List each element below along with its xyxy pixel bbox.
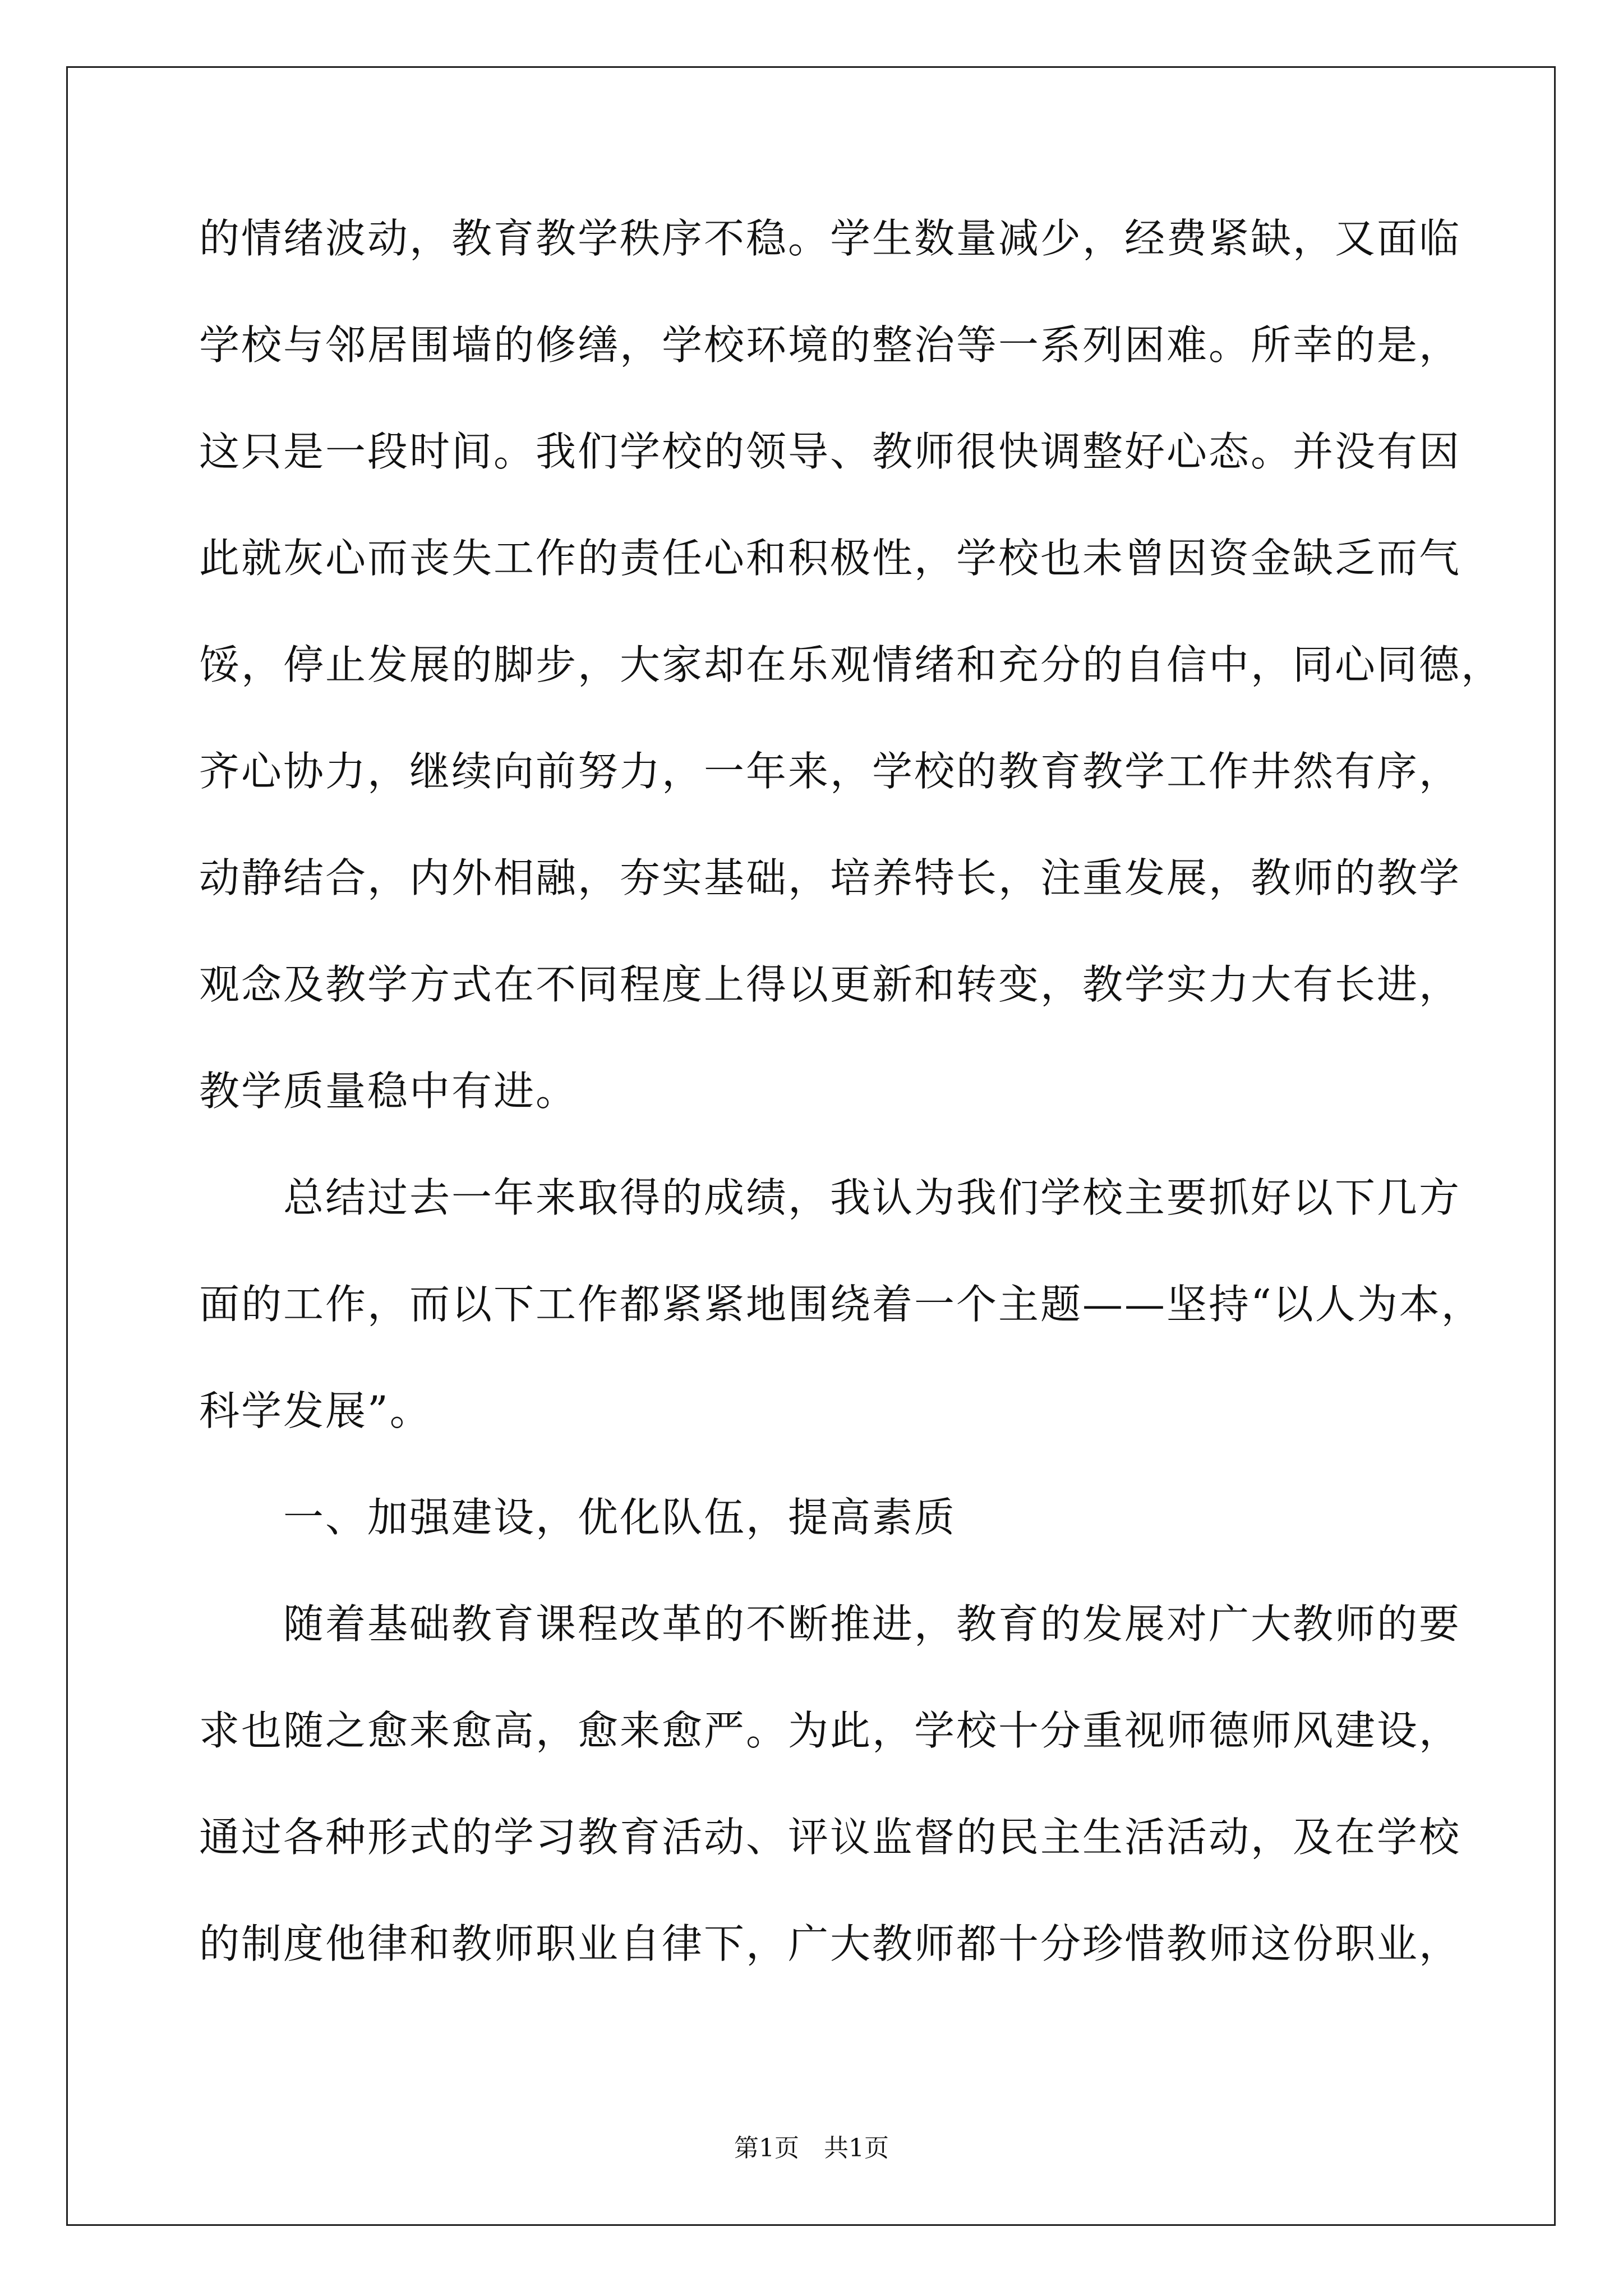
text-line: 求也随之愈来愈高，愈来愈严。为此，学校十分重视师德师风建设， bbox=[199, 1707, 1461, 1754]
text-line: 观念及教学方式在不同程度上得以更新和转变，教学实力大有长进， bbox=[199, 961, 1461, 1008]
page-border bbox=[66, 66, 1556, 2226]
text-line: 此就灰心而丧失工作的责任心和积极性，学校也未曾因资金缺乏而气 bbox=[199, 535, 1461, 582]
section-heading: 一、加强建设，优化队伍，提高素质 bbox=[283, 1494, 957, 1541]
text-line: 齐心协力，继续向前努力，一年来，学校的教育教学工作井然有序， bbox=[199, 748, 1461, 795]
text-line: 馁，停止发展的脚步，大家却在乐观情绪和充分的自信中，同心同德， bbox=[199, 641, 1504, 688]
text-line: 这只是一段时间。我们学校的领导、教师很快调整好心态。并没有因 bbox=[199, 428, 1461, 475]
text-line: 通过各种形式的学习教育活动、评议监督的民主生活活动，及在学校 bbox=[199, 1814, 1461, 1861]
page-footer: 第1页 共1页 bbox=[734, 2134, 889, 2162]
paragraph-first-line: 总结过去一年来取得的成绩，我认为我们学校主要抓好以下几方 bbox=[283, 1174, 1461, 1221]
text-line: 的情绪波动，教育教学秩序不稳。学生数量减少，经费紧缺，又面临 bbox=[199, 215, 1461, 262]
text-line: 动静结合，内外相融，夯实基础，培养特长，注重发展，教师的教学 bbox=[199, 854, 1461, 901]
paragraph-first-line: 随着基础教育课程改革的不断推进，教育的发展对广大教师的要 bbox=[283, 1600, 1461, 1648]
text-line: 面的工作，而以下工作都紧紧地围绕着一个主题——坚持“以人为本， bbox=[199, 1281, 1483, 1328]
text-line: 科学发展”。 bbox=[199, 1387, 432, 1434]
text-line: 教学质量稳中有进。 bbox=[199, 1068, 578, 1115]
text-line: 的制度他律和教师职业自律下，广大教师都十分珍惜教师这份职业， bbox=[199, 1920, 1461, 1967]
text-line: 学校与邻居围墙的修缮，学校环境的整治等一系列困难。所幸的是， bbox=[199, 321, 1461, 369]
